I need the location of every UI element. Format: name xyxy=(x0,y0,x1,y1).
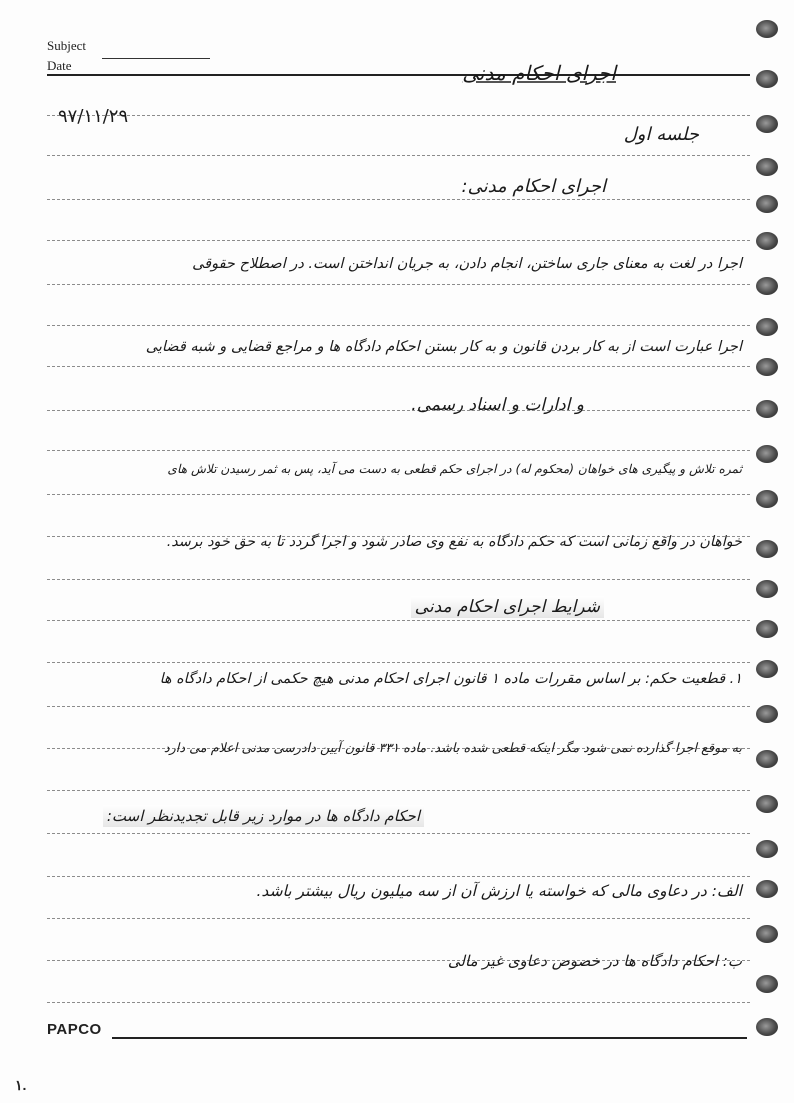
binder-hole xyxy=(756,158,778,176)
section-heading: اجرای احکام مدنی: xyxy=(461,176,606,197)
binder-hole xyxy=(756,232,778,250)
binder-hole xyxy=(756,925,778,943)
ruled-line xyxy=(47,325,750,326)
paragraph-line: خواهان در واقع زمانی است که حکم دادگاه به نفع وی صادر شود و اجرا گردد تا به حق خود برسد. xyxy=(166,534,742,550)
binder-hole xyxy=(756,840,778,858)
binder-hole xyxy=(756,358,778,376)
section-heading-2: شرایط اجرای احکام مدنی xyxy=(411,596,604,618)
handwritten-date: ۹۷/۱۱/۲۹ xyxy=(58,106,129,127)
ruled-line xyxy=(47,790,750,791)
paragraph-line: الف: در دعاوی مالی که خواسته یا ارزش آن از سه میلیون ریال بیشتر باشد. xyxy=(256,882,742,900)
ruled-line xyxy=(47,199,750,200)
binder-hole xyxy=(756,880,778,898)
binder-hole xyxy=(756,490,778,508)
subject-underline xyxy=(102,58,210,59)
binder-hole xyxy=(756,580,778,598)
ruled-line xyxy=(47,366,750,367)
binder-hole xyxy=(756,400,778,418)
corner-mark: ۱. xyxy=(15,1077,27,1093)
paragraph-line: و ادارات و اسناد رسمی. xyxy=(411,395,584,415)
binder-hole xyxy=(756,277,778,295)
binder-hole xyxy=(756,318,778,336)
binder-hole xyxy=(756,750,778,768)
ruled-line xyxy=(47,450,750,451)
paragraph-line: احکام دادگاه ها در موارد زیر قابل تجدیدنظر است: xyxy=(103,805,424,827)
ruled-line xyxy=(47,155,750,156)
paragraph-line: اجرا عبارت است از به کار بردن قانون و به کار بستن احکام دادگاه ها و مراجع قضایی و شبه قضایی xyxy=(145,339,742,355)
ruled-line xyxy=(47,662,750,663)
ruled-line xyxy=(47,494,750,495)
paragraph-line: اجرا در لغت به معنای جاری ساختن، انجام دادن، به جریان انداختن است. در اصطلاح حقوقی xyxy=(192,256,742,272)
binder-hole xyxy=(756,795,778,813)
page-title: اجرای احکام مدنی xyxy=(462,61,616,85)
ruled-line xyxy=(47,579,750,580)
ruled-line xyxy=(47,620,750,621)
binder-hole xyxy=(756,115,778,133)
paragraph-line: به موقع اجرا گذارده نمی شود مگر اینکه قطعی شده باشد. ماده ۳۳۱ قانون آیین دادرسی مدنی اعلام می دارد xyxy=(163,741,742,756)
subject-label: Subject xyxy=(47,38,86,53)
binder-hole xyxy=(756,70,778,88)
ruled-line xyxy=(47,115,750,116)
binder-hole xyxy=(756,540,778,558)
ruled-line xyxy=(47,918,750,919)
paragraph-line: ثمره تلاش و پیگیری های خواهان (محکوم له) در اجرای حکم قطعی به دست می آید، پس به ثمر رسیدن تلاش های xyxy=(167,462,742,476)
ruled-line xyxy=(47,833,750,834)
footer-rule xyxy=(112,1037,747,1039)
papco-logo: PAPCO xyxy=(47,1021,102,1038)
binder-hole xyxy=(756,1018,778,1036)
ruled-line xyxy=(47,1002,750,1003)
ruled-line xyxy=(47,876,750,877)
ruled-line xyxy=(47,706,750,707)
paragraph-line: ۱. قطعیت حکم: بر اساس مقررات ماده ۱ قانون اجرای احکام مدنی هیچ حکمی از احکام دادگاه ها xyxy=(159,671,742,687)
binder-hole xyxy=(756,705,778,723)
binder-hole xyxy=(756,975,778,993)
binder-hole xyxy=(756,620,778,638)
binder-hole xyxy=(756,445,778,463)
ruled-line xyxy=(47,240,750,241)
ruled-line xyxy=(47,284,750,285)
ruled-line xyxy=(47,410,750,411)
paragraph-line: ب: احکام دادگاه ها در خصوص دعاوی غیر مالی xyxy=(447,952,742,970)
binder-hole xyxy=(756,660,778,678)
binder-holes xyxy=(756,20,780,1040)
date-label: Date xyxy=(47,58,72,73)
session-heading: جلسه اول xyxy=(623,124,699,145)
binder-hole xyxy=(756,195,778,213)
binder-hole xyxy=(756,20,778,38)
